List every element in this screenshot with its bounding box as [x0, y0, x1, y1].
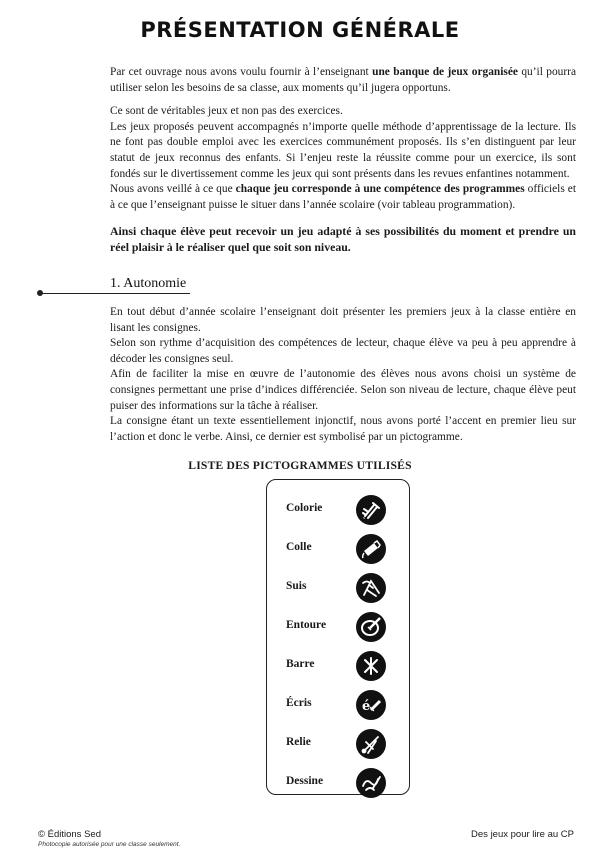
intro-paragraph-3: Les jeux proposés peuvent accompagnés n’importe quelle méthode d’apprentissage de la lecture. Ils ne font pas double emploi avec les exercices communément proposés. Ils s’en distinguent par leur statut de jeux reconnus des enfants. Si l’enjeu reste la réussite comme pour un exercice, ils sont fondés sur le divertissement comme les jeux qui sont présents dans les revues enfantines notamment.: [110, 120, 576, 180]
link-lines-icon: [356, 729, 386, 759]
pictogram-label: Barre: [286, 658, 315, 670]
svg-text:é: é: [362, 699, 371, 714]
section1-paragraph-4: La consigne étant un texte essentiellement injonctif, nous avons porté l’accent en premier lieu sur l’action et donc le verbe. Ainsi, ce dernier est symbolisé par un pictogramme.: [110, 415, 576, 443]
pictogram-item: [267, 724, 411, 763]
section-heading-autonomie: 1. Autonomie: [110, 276, 187, 291]
pictogram-item: [267, 685, 411, 724]
write-pencil-icon: [356, 690, 386, 720]
intro-paragraph-1: Par cet ouvrage nous avons voulu fournir à l’enseignant une banque de jeux organisée qu’il pourra utiliser selon les besoins de sa classe, aux moments qu’il jugera opportuns.: [110, 66, 577, 94]
pictogram-label: Entoure: [286, 619, 327, 631]
pictogram-item: [267, 607, 411, 646]
pictogram-item: [267, 646, 411, 685]
cross-out-icon: [356, 651, 386, 681]
intro-paragraph-4: Nous avons veillé à ce que chaque jeu corresponde à une compétence des programmes officiels et à ce que l’enseignant puisse le situer dans l’année scolaire (voir tableau programmation).: [110, 183, 577, 211]
pictogram-label: Dessine: [286, 775, 324, 787]
intro-paragraph-2: Ce sont de véritables jeux et non pas des exercices.: [110, 105, 343, 118]
pictogram-item: [267, 763, 411, 802]
pictogram-label: Suis: [286, 580, 307, 592]
pictogram-label: Relie: [286, 736, 311, 748]
pictogram-item: [267, 529, 411, 568]
page-title: PRÉSENTATION GÉNÉRALE: [140, 18, 460, 42]
glue-tube-icon: [356, 534, 386, 564]
pictogram-item: [267, 568, 411, 607]
intro-text: [110, 65, 576, 255]
footer-copyright-note: Photocopie autorisée pour une classe seulement.: [38, 841, 181, 848]
section-divider: [40, 293, 190, 294]
section1-paragraph-1: En tout début d’année scolaire l’enseignant doit présenter les premiers jeux à la classe entière en lisant les consignes.: [110, 306, 576, 334]
pictogram-list: [266, 479, 410, 795]
pictogram-list-title: LISTE DES PICTOGRAMMES UTILISÉS: [188, 459, 412, 472]
footer-publisher: © Éditions Sed: [38, 829, 101, 840]
intro-paragraph-5: Ainsi chaque élève peut recevoir un jeu adapté à ses possibilités du moment et prendre un réel plaisir à le réaliser quel que soit son niveau.: [110, 224, 576, 255]
draw-pencil-icon: [356, 768, 386, 798]
section1-paragraph-2: Selon son rythme d’acquisition des compétences de lecteur, chaque élève va peu à peu apprendre à décoder les consignes seul.: [110, 337, 576, 365]
circle-around-icon: [356, 612, 386, 642]
coloring-crayon-icon: [356, 495, 386, 525]
follow-path-icon: [356, 573, 386, 603]
pictogram-label: Colle: [286, 541, 312, 553]
section1-paragraph-3: Afin de faciliter la mise en œuvre de l’autonomie des élèves nous avons choisi un système de consignes permettant une prise d’indices différenciée. Selon son niveau de lecture, chaque élève peut puiser des informations sur la tâche à réaliser.: [110, 368, 576, 412]
footer-book-title: Des jeux pour lire au CP: [471, 829, 574, 840]
pictogram-item: [267, 490, 411, 529]
pictogram-label: Écris: [286, 697, 312, 709]
section1-text: [110, 305, 576, 445]
pictogram-label: Colorie: [286, 502, 323, 514]
